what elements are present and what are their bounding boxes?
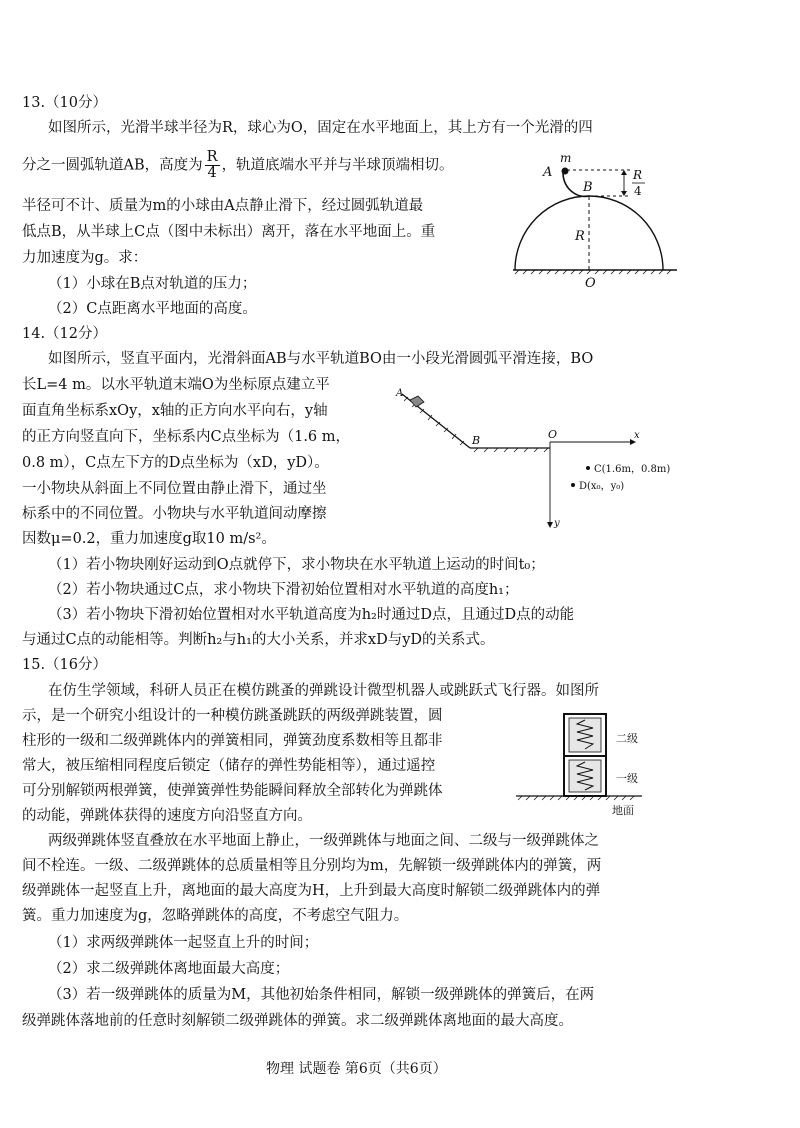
q15-para2-line-2: 间不栓连。一级、二级弹跳体的总质量相等且分别均为m，先解锁一级弹跳体内的弹簧，两: [22, 858, 602, 874]
q13-line-1: 如图所示，光滑半球半径为R，球心为O，固定在水平地面上，其上方有一个光滑的四: [48, 120, 593, 136]
q15-spring-figure: [512, 712, 682, 820]
q14-sub-2: （2）若小物块通过C点，求小物块下滑初始位置相对水平轨道的高度h₁；: [48, 582, 519, 598]
q15-line-3: 柱形的一级和二级弹跳体内的弹簧相同，弹簧劲度系数相等且都非: [22, 733, 443, 749]
q15-line-4: 常大，被压缩相同程度后锁定（储存的弹性势能相等），通过遥控: [22, 758, 436, 774]
q15-para2-line-1: 两级弹跳体竖直叠放在水平地面上静止，一级弹跳体与地面之间、二级与一级弹跳体之: [48, 833, 599, 849]
q14-line-2: 长L=4 m。以水平轨道末端O为坐标原点建立平: [22, 377, 330, 393]
q14-line-5: 0.8 m），C点左下方的D点坐标为（xD，yD）。: [22, 455, 329, 471]
q15-line-1: 在仿生学领域，科研人员正在模仿跳蚤的弹跳设计微型机器人或跳跃式飞行器。如图所: [48, 683, 599, 699]
label-O: O: [585, 276, 596, 291]
label-A: A: [396, 388, 404, 399]
q15-para2-line-3: 级弹跳体一起竖直上升，离地面的最大高度为H，上升到最大高度时解锁二级弹跳体内的弹: [22, 883, 601, 899]
q13-sub-1: （1）小球在B点对轨道的压力；: [48, 276, 257, 292]
q15-line-5: 可分别解锁两根弹簧，使弹簧弹性势能瞬间释放全部转化为弹跳体: [22, 783, 443, 799]
r-over-4-fraction: $\frac{R}{4}$: [206, 149, 218, 181]
label-R: R: [575, 229, 585, 244]
q14-header: 14.（12分）: [22, 326, 108, 342]
q14-incline-figure: [388, 382, 671, 532]
q15-sub-2: （2）求二级弹跳体离地面最大高度；: [48, 961, 290, 977]
q13-line-2: 分之一圆弧轨道AB，高度为 $\frac{R}{4}$ ，轨道底端水平并与半球顶端相切。: [22, 149, 454, 181]
label-B: B: [583, 180, 593, 195]
label-level2: 二级: [616, 732, 638, 745]
q15-header: 15.（16分）: [22, 657, 108, 673]
q13-line-5: 力加速度为g。求：: [22, 250, 148, 266]
label-x: x: [634, 430, 640, 441]
label-4-den: 4: [634, 184, 642, 198]
q14-line-7: 标系中的不同位置。小物块与水平轨道间动摩擦: [22, 506, 327, 522]
label-level1: 一级: [616, 772, 638, 785]
label-ground: 地面: [612, 804, 634, 817]
q15-line-2: 示，是一个研究小组设计的一种模仿跳蚤跳跃的两级弹跳装置，圆: [22, 708, 443, 724]
page-footer: 物理 试题卷 第6页（共6页）: [266, 1061, 447, 1077]
q13-line-3: 半径可不计、质量为m的小球由A点静止滑下，经过圆弧轨道最: [22, 198, 424, 214]
q14-line-4: 的正方向竖直向下，坐标系内C点坐标为（1.6 m，: [22, 429, 351, 445]
q13-sub-2: （2）C点距离水平地面的高度。: [48, 301, 257, 317]
q14-line-8: 因数μ=0.2，重力加速度g取10 m/s²。: [22, 531, 276, 547]
label-m: m: [560, 151, 572, 165]
label-C: C(1.6m，0.8m): [594, 464, 671, 475]
q15-sub-1: （1）求两级弹跳体一起竖直上升的时间；: [48, 935, 319, 951]
q14-sub-1: （1）若小物块刚好运动到O点就停下，求小物块在水平轨道上运动的时间t₀；: [48, 557, 545, 573]
q13-header: 13.（10分）: [22, 95, 108, 111]
q14-sub-3b: 与通过C点的动能相等。判断h₂与h₁的大小关系，并求xD与yD的关系式。: [22, 632, 495, 648]
q14-line-6: 一小物块从斜面上不同位置由静止滑下，通过坐: [22, 481, 327, 497]
label-O: O: [548, 428, 558, 441]
label-y: y: [554, 518, 560, 529]
q13-hemisphere-figure: [505, 150, 685, 292]
q14-sub-3: （3）若小物块下滑初始位置相对水平轨道高度为h₂时通过D点，且通过D点的动能: [48, 607, 575, 623]
q13-line-4: 低点B，从半球上C点（图中未标出）离开，落在水平地面上。重: [22, 224, 436, 240]
q15-sub-3: （3）若一级弹跳体的质量为M，其他初始条件相同，解锁一级弹跳体的弹簧后，在两: [48, 987, 595, 1003]
q14-line-1: 如图所示，竖直平面内，光滑斜面AB与水平轨道BO由一小段光滑圆弧平滑连接，BO: [48, 351, 594, 367]
label-R-num: R: [633, 168, 643, 182]
q15-para2-line-4: 簧。重力加速度为g，忽略弹跳体的高度，不考虑空气阻力。: [22, 908, 409, 924]
q15-line-6: 的动能，弹跳体获得的速度方向沿竖直方向。: [22, 808, 312, 824]
q14-line-3: 面直角坐标系xOy，x轴的正方向水平向右，y轴: [22, 403, 328, 419]
label-B: B: [472, 434, 481, 447]
label-A: A: [543, 165, 553, 180]
label-D: D(x₀，y₀): [579, 481, 625, 492]
q15-sub-3b: 级弹跳体落地前的任意时刻解锁二级弹跳体的弹簧。求二级弹跳体离地面的最大高度。: [22, 1013, 573, 1029]
